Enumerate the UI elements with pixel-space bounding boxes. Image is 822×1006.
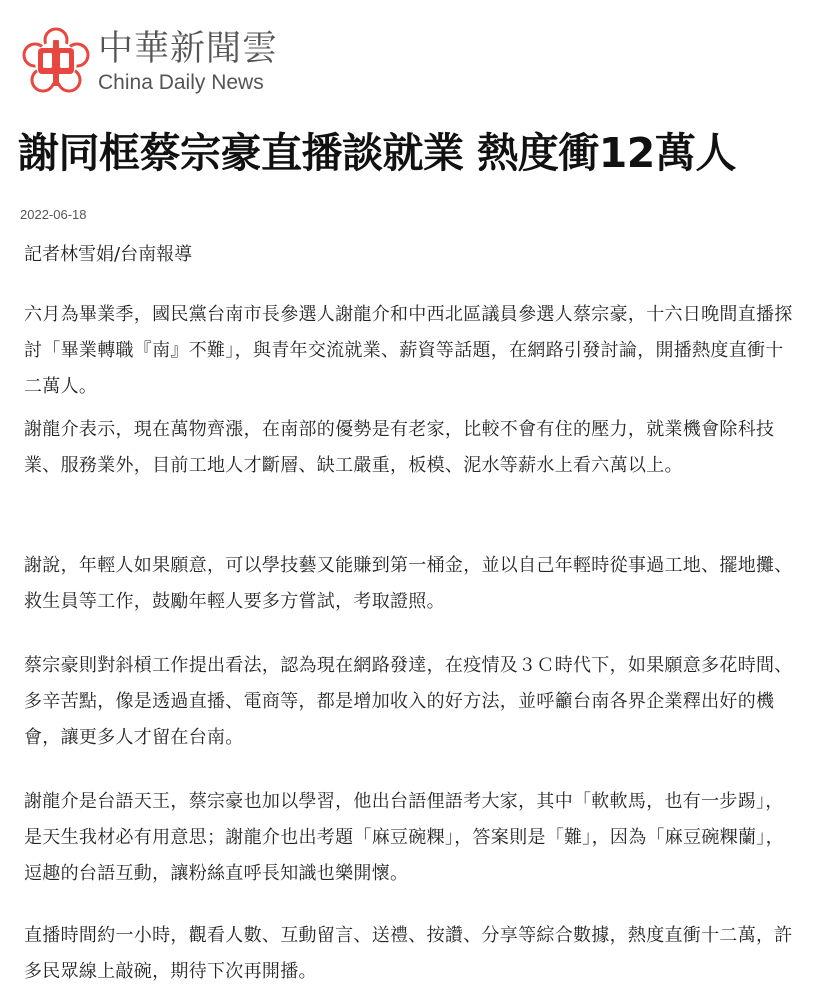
- article-title: 謝同框蔡宗豪直播談就業 熱度衝12萬人: [18, 129, 736, 177]
- article-paragraph-4: 蔡宗豪則對斜槓工作提出看法，認為現在網路發達，在疫情及３Ｃ時代下，如果願意多花時間、多辛苦點，像是透過直播、電商等，都是增加收入的好方法，並呼籲台南各界企業釋出好的機會，讓更多人才留在台南。: [24, 655, 793, 748]
- article-paragraph-3: 謝說，年輕人如果願意，可以學技藝又能賺到第一桶金，並以自己年輕時從事過工地、擺地攤、救生員等工作，鼓勵年輕人要多方嘗試，考取證照。: [24, 555, 793, 612]
- site-logo[interactable]: [20, 26, 278, 98]
- article-paragraph-6: 直播時間約一小時，觀看人數、互動留言、送禮、按讚、分享等綜合數據，熱度直衝十二萬，許多民眾線上敲碗，期待下次再開播。: [24, 925, 793, 982]
- article-byline: 記者林雪娟/台南報導: [24, 244, 193, 265]
- brand-name-chinese: 中華新聞雲: [98, 29, 279, 69]
- publish-date: 2022-06-18: [20, 207, 87, 222]
- brand-name-english: China Daily News: [98, 71, 264, 94]
- china-daily-news-flower-logo-icon: [20, 26, 92, 98]
- article-paragraph-5: 謝龍介是台語天王，蔡宗豪也加以學習，他出台語俚語考大家，其中「軟軟馬，也有一步踢」，是天生我材必有用意思；謝龍介也出考題「麻豆碗粿」，答案則是「難」，因為「麻豆碗粿蘭」，逗趣的台語互動，讓粉絲直呼長知識也樂開懷。: [24, 791, 784, 884]
- article-paragraph-2: 謝龍介表示，現在萬物齊漲，在南部的優勢是有老家，比較不會有住的壓力，就業機會除科技業、服務業外，目前工地人才斷層、缺工嚴重，板模、泥水等薪水上看六萬以上。: [24, 419, 775, 476]
- article-paragraph-1: 六月為畢業季，國民黨台南市長參選人謝龍介和中西北區議員參選人蔡宗豪，十六日晚間直播探討「畢業轉職『南』不難」，與青年交流就業、薪資等話題，在網路引發討論，開播熱度直衝十二萬人。: [24, 304, 793, 397]
